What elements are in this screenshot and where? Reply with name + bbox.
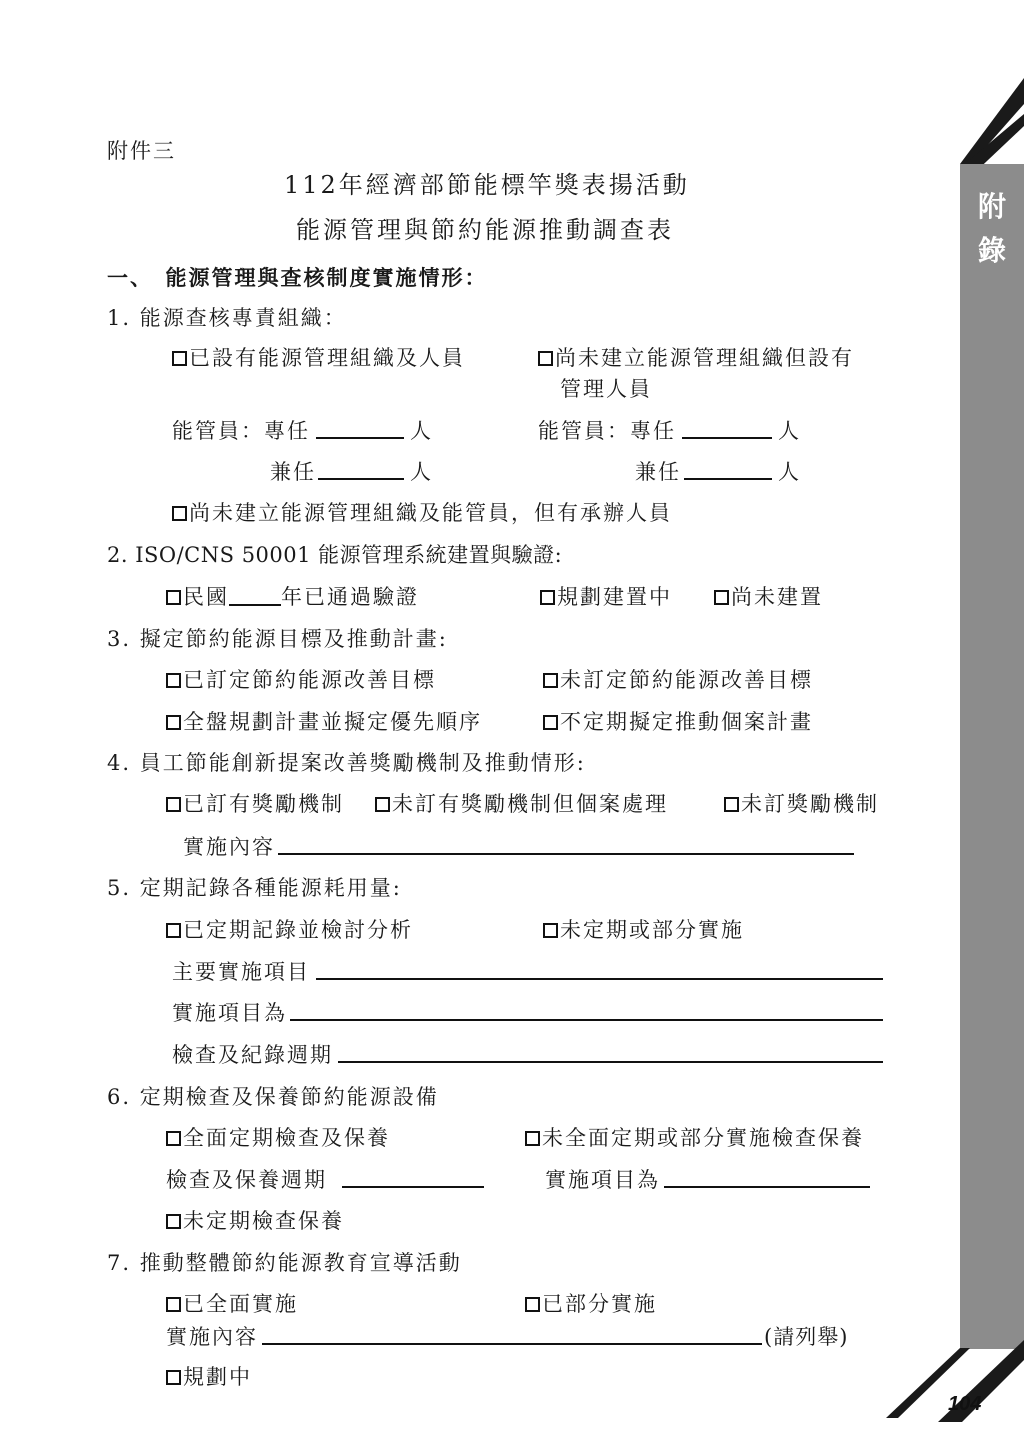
q1-staff-unit: 人 (410, 419, 433, 443)
checkbox[interactable] (538, 351, 553, 366)
q6-items-blank[interactable] (664, 1186, 870, 1188)
checkbox[interactable] (166, 1131, 181, 1146)
appendix-side-tab (960, 164, 1024, 1349)
q5-main-items-label: 主要實施項目 (172, 960, 310, 984)
q7-option-c[interactable]: 規劃中 (166, 1364, 252, 1390)
q1-staff-full-b-label: 能管員：專任 (538, 419, 676, 443)
page-number: 104 (948, 1393, 982, 1415)
q2-option-c[interactable]: 尚未建置 (714, 584, 823, 610)
q4-label: 4. 員工節能創新提案改善獎勵機制及推動情形: (107, 751, 586, 775)
q2-label: 2. ISO/CNS 50001 能源管理系統建置與驗證: (107, 543, 563, 567)
q7-content-blank[interactable] (262, 1343, 762, 1345)
checkbox[interactable] (166, 1370, 181, 1385)
q6-cycle-label: 檢查及保養週期 (166, 1168, 327, 1192)
checkbox[interactable] (166, 715, 181, 730)
q2-option-b[interactable]: 規劃建置中 (540, 584, 672, 610)
q1-option-c[interactable]: 尚未建立能源管理組織及能管員，但有承辦人員 (172, 500, 672, 526)
q4-option-b[interactable]: 未訂有獎勵機制但個案處理 (375, 791, 668, 817)
q3-option-d[interactable]: 不定期擬定推動個案計畫 (543, 709, 813, 735)
q5-items-label: 實施項目為 (172, 1001, 287, 1025)
checkbox[interactable] (166, 1214, 181, 1229)
form-title-line2: 能源管理與節約能源推動調查表 (296, 216, 674, 244)
q1-staff-full-a-label: 能管員：專任 (172, 419, 310, 443)
q1-staff-part-b-blank[interactable] (684, 478, 772, 480)
checkbox[interactable] (543, 923, 558, 938)
q2-option-a[interactable]: 民國 年已通過驗證 (166, 584, 419, 610)
q1-option-b[interactable]: 尚未建立能源管理組織但設有 (538, 345, 854, 371)
q3-label: 3. 擬定節約能源目標及推動計畫: (107, 627, 448, 651)
checkbox[interactable] (714, 590, 729, 605)
q6-cycle-blank[interactable] (342, 1186, 484, 1188)
attachment-label: 附件三 (107, 139, 176, 163)
checkbox[interactable] (540, 590, 555, 605)
q7-content-label: 實施內容 (166, 1325, 258, 1349)
checkbox[interactable] (525, 1131, 540, 1146)
appendix-side-label: 附錄 (977, 190, 1006, 267)
q7-option-b[interactable]: 已部分實施 (525, 1291, 657, 1317)
checkbox[interactable] (543, 673, 558, 688)
form-title-line1: 112年經濟部節能標竿獎表揚活動 (284, 171, 690, 199)
q7-label: 7. 推動整體節約能源教育宣導活動 (107, 1251, 462, 1275)
section1-heading: 一、 能源管理與查核制度實施情形： (107, 265, 488, 290)
q4-content-blank[interactable] (278, 853, 854, 855)
q6-label: 6. 定期檢查及保養節約能源設備 (107, 1085, 439, 1109)
q1-label: 1. 能源查核專責組織： (107, 306, 347, 330)
q3-option-a[interactable]: 已訂定節約能源改善目標 (166, 667, 436, 693)
q5-items-blank[interactable] (290, 1019, 883, 1021)
checkbox[interactable] (543, 715, 558, 730)
q1-staff-full-b-blank[interactable] (682, 437, 772, 439)
q1-staff-unit: 人 (778, 460, 801, 484)
q6-option-b[interactable]: 未全面定期或部分實施檢查保養 (525, 1125, 864, 1151)
q1-staff-part-b-label: 兼任 (635, 460, 681, 484)
q2-year-blank[interactable] (229, 586, 281, 606)
q5-option-a[interactable]: 已定期記錄並檢討分析 (166, 917, 413, 943)
q5-main-items-blank[interactable] (316, 978, 883, 980)
q5-option-b[interactable]: 未定期或部分實施 (543, 917, 744, 943)
corner-stripes-top (955, 78, 1024, 178)
q6-option-c[interactable]: 未定期檢查保養 (166, 1208, 344, 1234)
q7-content-note: (請列舉) (764, 1325, 849, 1349)
checkbox[interactable] (166, 797, 181, 812)
q5-label: 5. 定期記錄各種能源耗用量: (107, 876, 402, 900)
q1-staff-full-a-blank[interactable] (316, 437, 404, 439)
q6-option-a[interactable]: 全面定期檢查及保養 (166, 1125, 390, 1151)
q4-option-a[interactable]: 已訂有獎勵機制 (166, 791, 344, 817)
q4-option-c[interactable]: 未訂獎勵機制 (724, 791, 879, 817)
q7-option-a[interactable]: 已全面實施 (166, 1291, 298, 1317)
q1-option-a[interactable]: 已設有能源管理組織及人員 (172, 345, 465, 371)
checkbox[interactable] (724, 797, 739, 812)
q5-record-cycle-label: 檢查及紀錄週期 (172, 1043, 333, 1067)
checkbox[interactable] (166, 1297, 181, 1312)
q4-content-label: 實施內容 (183, 835, 275, 859)
q1-staff-part-a-blank[interactable] (318, 478, 404, 480)
q6-items-label: 實施項目為 (545, 1168, 660, 1192)
q1-option-b-line2: 管理人員 (560, 377, 652, 401)
checkbox[interactable] (172, 506, 187, 521)
q1-staff-part-a-label: 兼任 (270, 460, 316, 484)
q3-option-b[interactable]: 未訂定節約能源改善目標 (543, 667, 813, 693)
q5-record-cycle-blank[interactable] (338, 1061, 883, 1063)
q1-staff-unit: 人 (410, 460, 433, 484)
q1-staff-unit: 人 (778, 419, 801, 443)
q3-option-c[interactable]: 全盤規劃計畫並擬定優先順序 (166, 709, 482, 735)
checkbox[interactable] (375, 797, 390, 812)
checkbox[interactable] (166, 923, 181, 938)
checkbox[interactable] (166, 590, 181, 605)
checkbox[interactable] (166, 673, 181, 688)
checkbox[interactable] (172, 351, 187, 366)
checkbox[interactable] (525, 1297, 540, 1312)
